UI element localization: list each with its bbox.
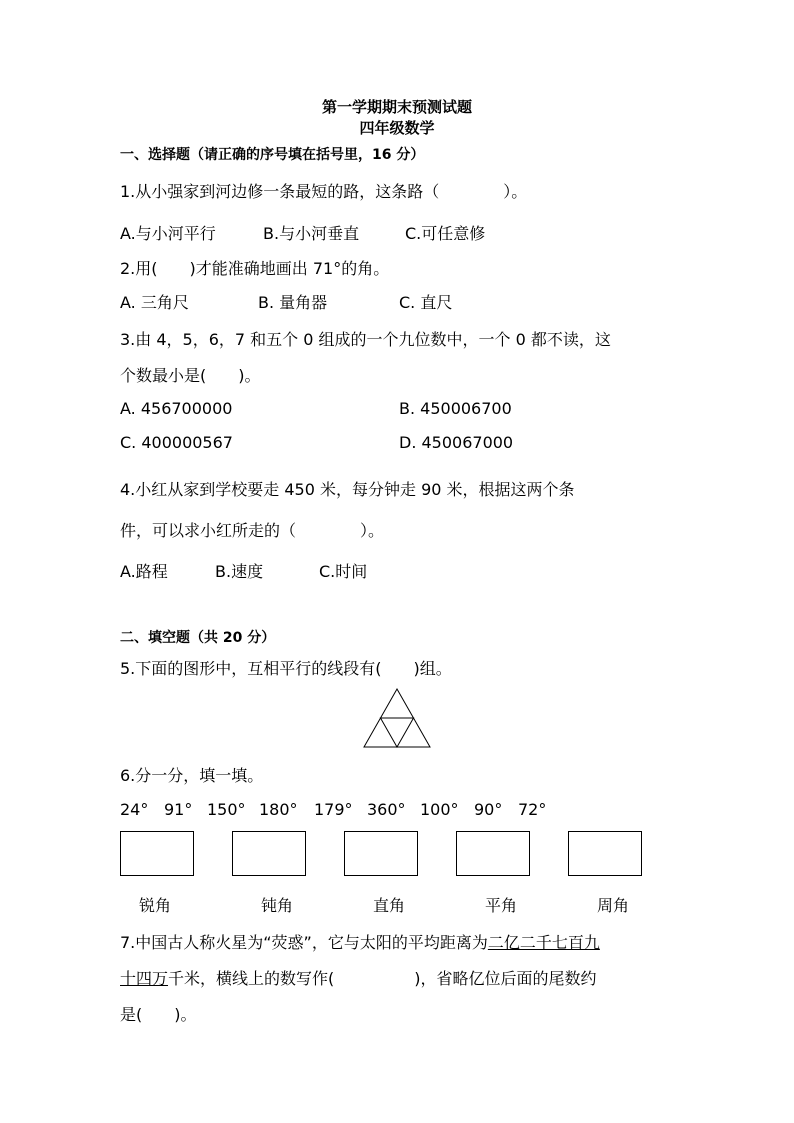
answer-box-straight[interactable] bbox=[456, 831, 530, 876]
triangle-figure bbox=[362, 688, 432, 748]
question-7-underlined-number-part-2: 十四万 bbox=[120, 969, 169, 988]
answer-box-obtuse[interactable] bbox=[232, 831, 306, 876]
question-7-line-3: 是( )。 bbox=[120, 1005, 197, 1024]
q3-option-b: B. 450006700 bbox=[399, 399, 512, 418]
question-2: 2.用( )才能准确地画出 71°的角。 bbox=[120, 259, 390, 278]
question-6: 6.分一分，填一填。 bbox=[120, 766, 264, 785]
answer-box-right[interactable] bbox=[344, 831, 418, 876]
category-acute: 锐角 bbox=[139, 896, 172, 915]
question-7-line-1 bbox=[120, 930, 600, 953]
q1-option-a: A.与小河平行 bbox=[120, 224, 216, 243]
angle-value-6: 360° bbox=[367, 800, 406, 819]
angle-value-2: 91° bbox=[164, 800, 193, 819]
angle-value-7: 100° bbox=[420, 800, 459, 819]
question-5: 5.下面的图形中，互相平行的线段有( )组。 bbox=[120, 659, 452, 678]
question-1: 1.从小强家到河边修一条最短的路，这条路（ ）。 bbox=[120, 182, 528, 201]
angle-value-1: 24° bbox=[120, 800, 149, 819]
category-obtuse: 钝角 bbox=[261, 896, 294, 915]
q3-option-c: C. 400000567 bbox=[120, 433, 233, 452]
question-3-line-2: 个数最小是( )。 bbox=[120, 366, 261, 385]
question-7-line-2-text: 千米，横线上的数写作( )，省略亿位后面的尾数约 bbox=[168, 969, 597, 988]
q3-option-d: D. 450067000 bbox=[399, 433, 514, 452]
question-4-line-1: 4.小红从家到学校要走 450 米，每分钟走 90 米，根据这两个条 bbox=[120, 480, 575, 499]
exam-title: 第一学期期末预测试题 bbox=[321, 98, 472, 116]
angle-value-4: 180° bbox=[259, 800, 298, 819]
question-7-line-1-text: 7.中国古人称火星为“荧惑”，它与太阳的平均距离为 bbox=[120, 933, 488, 952]
q2-option-b: B. 量角器 bbox=[258, 293, 328, 312]
q1-option-c: C.可任意修 bbox=[405, 224, 486, 243]
question-7-underlined-number-part-1: 二亿二千七百九 bbox=[487, 933, 600, 952]
section-heading-fill-in: 二、填空题（共 20 分） bbox=[120, 630, 276, 646]
question-7-line-2 bbox=[120, 966, 597, 989]
category-right: 直角 bbox=[373, 896, 406, 915]
q2-option-c: C. 直尺 bbox=[399, 293, 453, 312]
q1-option-b: B.与小河垂直 bbox=[263, 224, 360, 243]
category-straight: 平角 bbox=[485, 896, 518, 915]
category-full: 周角 bbox=[597, 896, 630, 915]
angle-value-3: 150° bbox=[207, 800, 246, 819]
question-4-line-2: 件，可以求小红所走的（ ）。 bbox=[120, 521, 385, 540]
q3-option-a: A. 456700000 bbox=[120, 399, 233, 418]
q4-option-c: C.时间 bbox=[319, 562, 368, 581]
question-3-line-1: 3.由 4，5，6，7 和五个 0 组成的一个九位数中，一个 0 都不读，这 bbox=[120, 330, 611, 349]
angle-value-8: 90° bbox=[474, 800, 503, 819]
section-heading-choice: 一、选择题（请正确的序号填在括号里，16 分） bbox=[120, 147, 425, 163]
q4-option-b: B.速度 bbox=[215, 562, 264, 581]
q4-option-a: A.路程 bbox=[120, 562, 168, 581]
angle-value-5: 179° bbox=[314, 800, 353, 819]
answer-box-acute[interactable] bbox=[120, 831, 194, 876]
exam-subtitle: 四年级数学 bbox=[359, 119, 435, 137]
angle-value-9: 72° bbox=[518, 800, 547, 819]
answer-box-full[interactable] bbox=[568, 831, 642, 876]
q2-option-a: A. 三角尺 bbox=[120, 293, 189, 312]
